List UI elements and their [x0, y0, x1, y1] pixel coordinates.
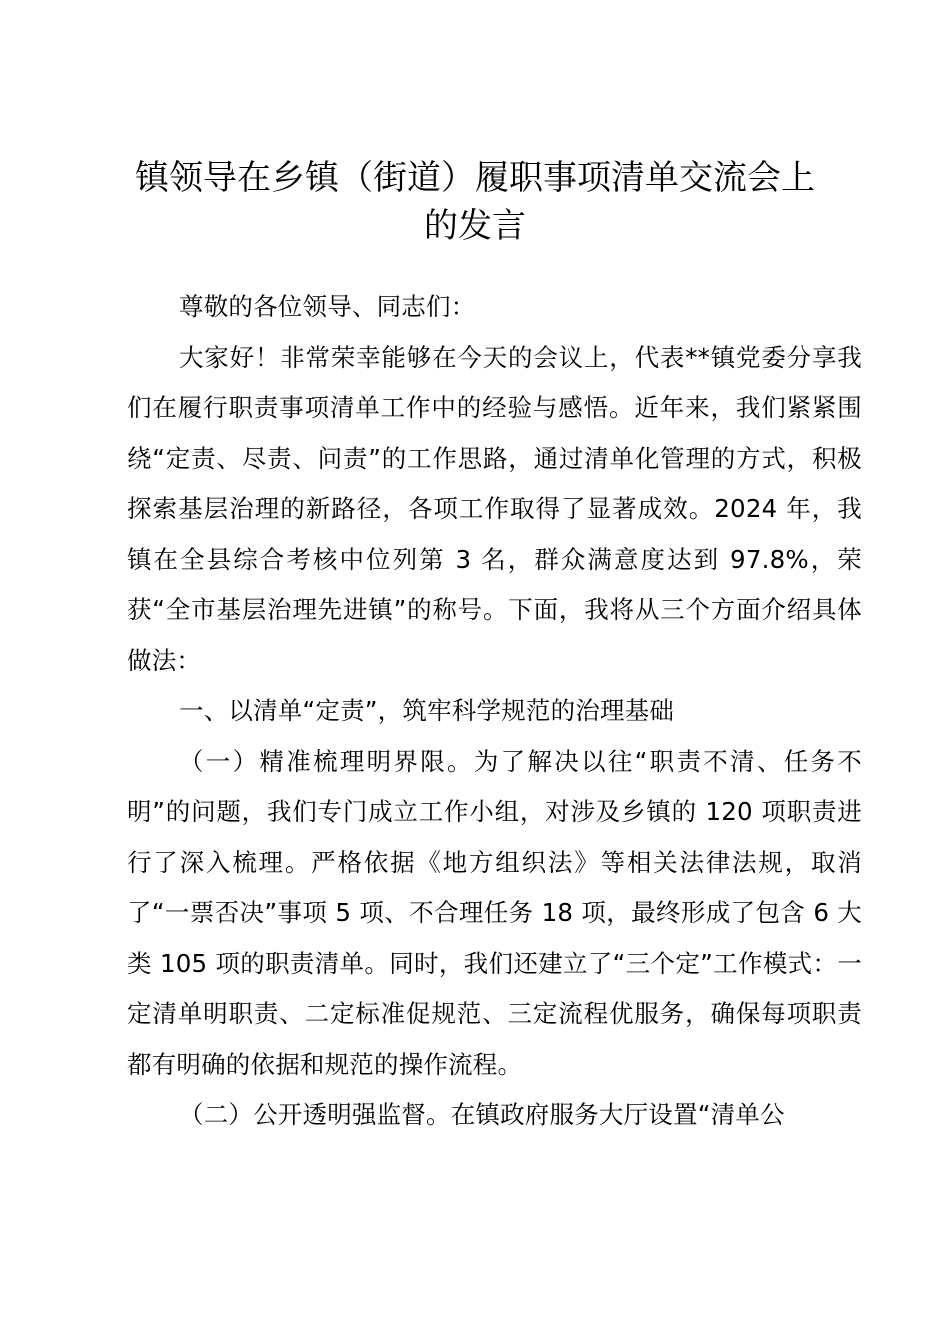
section-heading-1: 一、以清单“定责”，筑牢科学规范的治理基础: [179, 696, 675, 725]
subsection-paragraph-1: （一）精准梳理明界限。为了解决以往“职责不清、任务不明”的问题，我们专门成立工作小组，对涉及乡镇的 120 项职责进行了深入梳理。严格依据《地方组织法》等相关法律法规，取消了“一票否决”事项 5 项、不合理任务 18 项，最终形成了包含 6 大类 105 项的职责清单。同时，我们还建立了“三个定”工作模式：一定清单明职责、二定标准促规范、三定流程优服务，确保每项职责都有明确的依据和规范的操作流程。: [127, 746, 862, 1079]
intro-paragraph: 大家好！非常荣幸能够在今天的会议上，代表**镇党委分享我们在履行职责事项清单工作中的经验与感悟。近年来，我们紧紧围绕“定责、尽责、问责”的工作思路，通过清单化管理的方式，积极探索基层治理的新路径，各项工作取得了显著成效。2024 年，我镇在全县综合考核中位列第 3 名，群众满意度达到 97.8%，荣获“全市基层治理先进镇”的称号。下面，我将从三个方面介绍具体做法：: [127, 342, 862, 675]
subsection-paragraph-2: （二）公开透明强监督。在镇政府服务大厅设置“清单公: [179, 1100, 785, 1129]
title-line-2: 的发言: [424, 206, 526, 246]
salutation: 尊敬的各位领导、同志们：: [179, 292, 476, 321]
document-title: [110, 154, 840, 250]
document-body: [127, 282, 862, 1141]
title-line-1: 镇领导在乡镇（街道）履职事项清单交流会上: [135, 158, 815, 198]
